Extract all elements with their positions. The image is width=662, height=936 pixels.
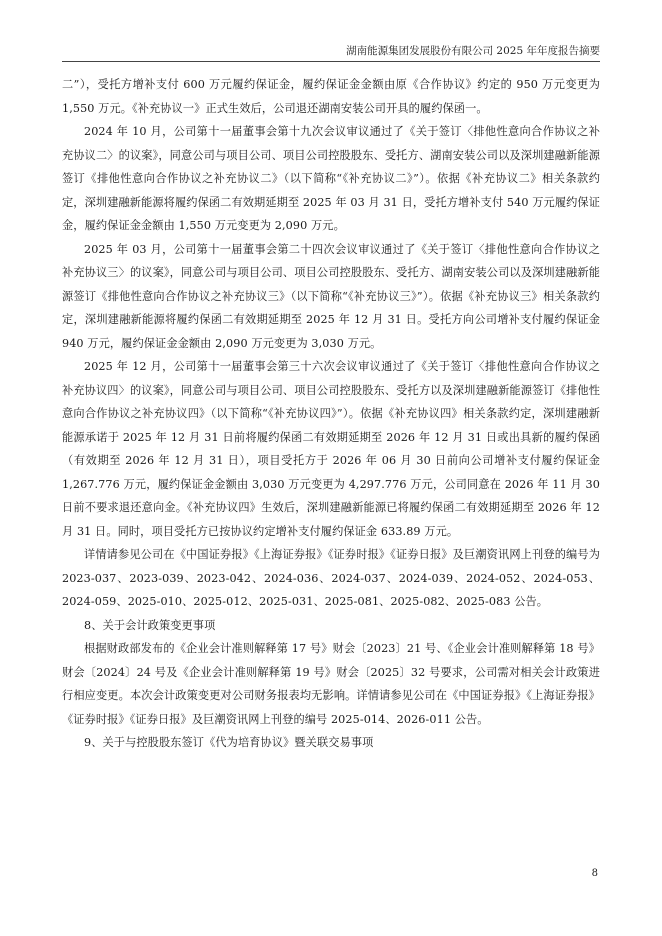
document-body — [62, 73, 600, 755]
section-heading-8: 8、关于会计政策变更事项 — [84, 618, 216, 632]
section-heading-9: 9、关于与控股股东签订《代为培育协议》暨关联交易事项 — [84, 736, 374, 749]
page-header: 湖南能源集团发展股份有限公司 2025 年年度报告摘要 — [346, 45, 600, 57]
paragraph-2025-03: 2025 年 03 月，公司第十一届董事会第二十四次会议审议通过了《关于签订〈排他性意向合作协议之补充协议三〉的议案》，同意公司与项目公司、项目公司控股股东、受托方、湖南安装公司以及深圳建融新能源签订《排他性意向合作协议之补充协议三》（以下简称“《补充协议三》”）。依据《补充协议三》相关条款约定，深圳建融新能源将履约保函二有效期延期至 2025 年 12 月 31 日。受托方向公司增补支付履约保证金 940 万元，履约保证金金额由 2,090 万元变更为 3,030 万元。 — [62, 242, 600, 350]
paragraph-accounting-policy: 根据财政部发布的《企业会计准则解释第 17 号》财会〔2023〕21 号、《企业会计准则解释第 18 号》财会〔2024〕24 号及《企业会计准则解释第 19 号》财会〔2025〕32 号要求，公司需对相关会计政策进行相应变更。本次会计政策变更对公司财务报表均无影响。详情请参见公司在《中国证券报》《上海证券报》《证券时报》《证券日报》及巨潮资讯网上刊登的编号 2025-014、2026-011 公告。 — [62, 642, 600, 726]
paragraph-continuation: 二”），受托方增补支付 600 万元履约保证金，履约保证金金额由原《合作协议》约定的 950 万元变更为 1,550 万元。《补充协议一》正式生效后，公司退还湖南安装公司开具的履约保函一。 — [62, 78, 600, 115]
paragraph-2024-10: 2024 年 10 月，公司第十一届董事会第十九次会议审议通过了《关于签订〈排他性意向合作协议之补充协议二〉的议案》，同意公司与项目公司、项目公司控股股东、受托方、湖南安装公司以及深圳建融新能源签订《排他性意向合作协议之补充协议二》（以下简称“《补充协议二》”）。依据《补充协议二》相关条款约定，深圳建融新能源将履约保函二有效期延期至 2025 年 03 月 31 日，受托方增补支付 540 万元履约保证金，履约保证金金额由 1,550 万元变更为 2,090 万元。 — [62, 125, 600, 232]
header-divider — [62, 61, 600, 62]
paragraph-2025-12: 2025 年 12 月，公司第十一届董事会第三十六次会议审议通过了《关于签订〈排他性意向合作协议之补充协议四〉的议案》，同意公司与项目公司、项目公司控股股东、受托方以及深圳建融新能源签订《排他性意向合作协议之补充协议四》（以下简称“《补充协议四》”）。依据《补充协议四》相关条款约定，深圳建融新能源承诺于 2025 年 12 月 31 日前将履约保函二有效期延期至 2026 年 12 月 31 日或出具新的履约保函（有效期至 2026 年 12 月 31 日），项目受托方于 2026 年 06 月 30 日前向公司增补支付履约保证金 1,267.776 万元，履约保证金金额由 3,030 万元变更为 4,297.776 万元，公司同意在 2026 年 11 月 30 日前不要求退还意向金。《补充协议四》生效后，深圳建融新能源已将履约保函二有效期延期至 2026 年 12 月 31 日。同时，项目受托方已按协议约定增补支付履约保证金 633.89 万元。 — [62, 360, 600, 538]
paragraph-announcement-refs: 详情请参见公司在《中国证券报》《上海证券报》《证券时报》《证券日报》及巨潮资讯网上刊登的编号为 2023-037、2023-039、2023-042、2024-036、2024-037、2024-039、2024-052、2024-053、2024-059、2025-010、2025-012、2025-031、2025-081、2025-082、2025-083 公告。 — [62, 548, 600, 608]
page-number: 8 — [591, 868, 598, 879]
